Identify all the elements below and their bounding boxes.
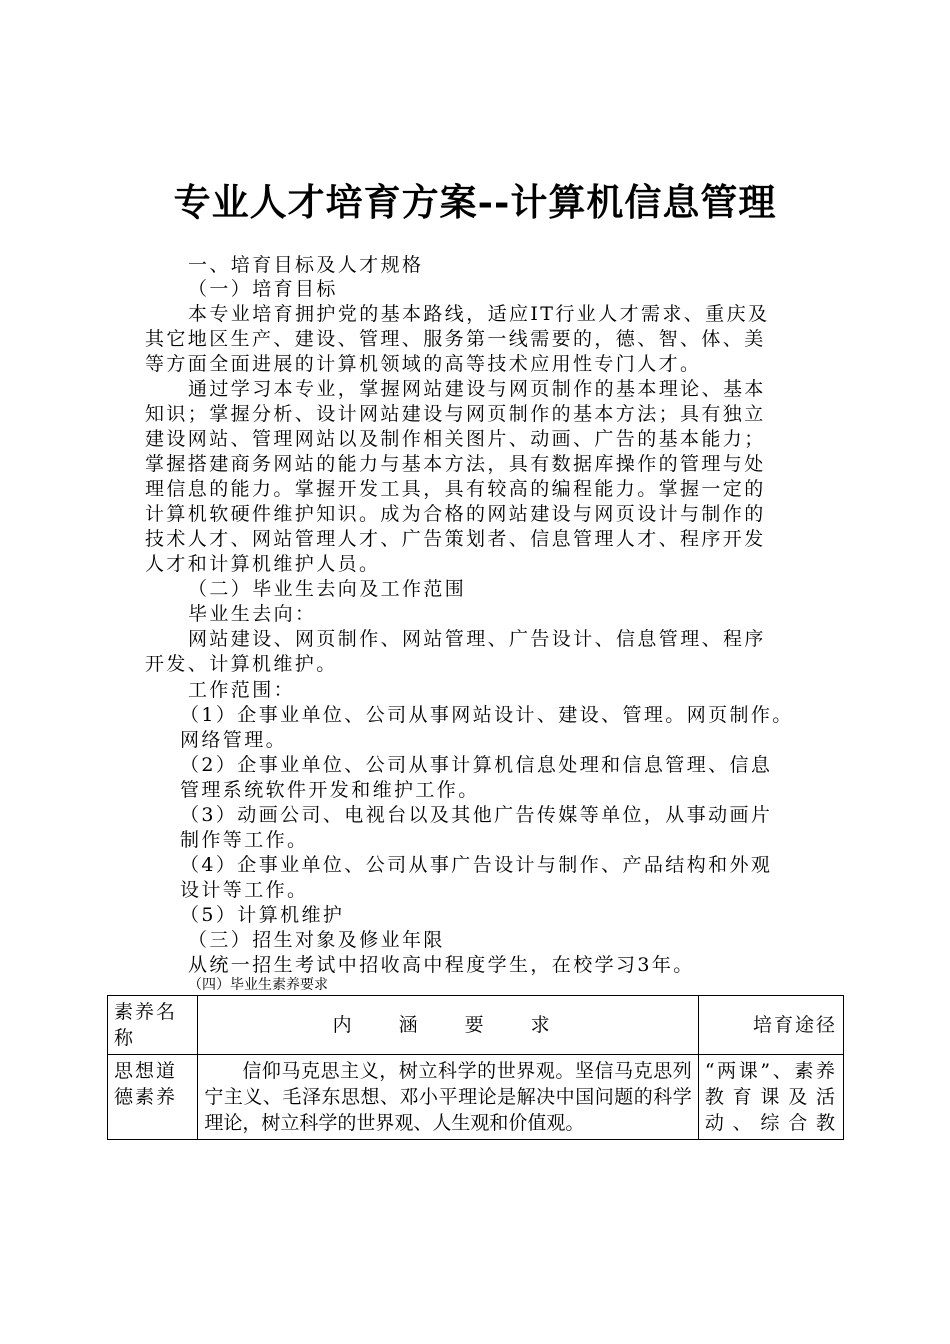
quality-requirements-table [107, 995, 844, 1140]
paragraph-line: 本专业培育拥护党的基本路线，适应IT行业人才需求、重庆及 [188, 303, 770, 325]
header-cell-name: 素养名称 [108, 996, 198, 1055]
header-cell-content: 内 涵 要 求 [198, 996, 698, 1055]
paragraph-line: 理信息的能力。掌握开发工具，具有较高的编程能力。掌握一定的 [145, 478, 766, 500]
scope-item-cont: 制作等工作。 [180, 829, 309, 851]
paragraph-line: 计算机软硬件维护知识。成为合格的网站建设与网页设计与制作的 [145, 503, 766, 525]
scope-item: （4）企事业单位、公司从事广告设计与制作、产品结构和外观 [180, 854, 773, 876]
cell-quality-path: “两课”、素养教育课及活动、综合教 [698, 1055, 843, 1140]
paragraph-line: 知识；掌握分析、设计网站建设与网页制作的基本方法；具有独立 [145, 403, 766, 425]
scope-item: （2）企事业单位、公司从事计算机信息处理和信息管理、信息 [180, 754, 773, 776]
paragraph-line: 通过学习本专业，掌握网站建设与网页制作的基本理论、基本 [188, 378, 766, 400]
table-row [108, 1055, 844, 1140]
cell-quality-name: 思想道德素养 [108, 1055, 198, 1140]
subsection-heading-goal: （一）培育目标 [188, 278, 338, 300]
scope-item-cont: 设计等工作。 [180, 879, 309, 901]
section-heading: 一、培育目标及人才规格 [188, 254, 424, 276]
subsection-heading-quality: （四）毕业生素养要求 [188, 977, 328, 993]
header-cell-path: 培育途径 [698, 996, 843, 1055]
scope-item-cont: 网络管理。 [180, 729, 288, 751]
paragraph-line: 其它地区生产、建设、管理、服务第一线需要的，德、智、体、美 [145, 328, 766, 350]
enrollment-text: 从统一招生考试中招收高中程度学生，在校学习3年。 [188, 954, 695, 976]
paragraph-line: 人才和计算机维护人员。 [145, 553, 381, 575]
cell-quality-content: 信仰马克思主义，树立科学的世界观。坚信马克思列宁主义、毛泽东思想、邓小平理论是解决中国问题的科学理论，树立科学的世界观、人生观和价值观。 [198, 1055, 698, 1140]
table-header-row [108, 996, 844, 1055]
paragraph-line: 建设网站、管理网站以及制作相关图片、动画、广告的基本能力； [145, 428, 766, 450]
scope-label: 工作范围： [188, 679, 296, 701]
paragraph-line: 掌握搭建商务网站的能力与基本方法，具有数据库操作的管理与处 [145, 453, 766, 475]
subsection-heading-destination: （二）毕业生去向及工作范围 [188, 578, 467, 600]
paragraph-line: 等方面全面进展的计算机领域的高等技术应用性专门人才。 [145, 353, 702, 375]
scope-item: （3）动画公司、电视台以及其他广告传媒等单位，从事动画片 [180, 804, 773, 826]
subsection-heading-enrollment: （三）招生对象及修业年限 [188, 929, 445, 951]
paragraph-line: 开发、计算机维护。 [145, 653, 338, 675]
document-title: 专业人才培育方案--计算机信息管理 [173, 180, 777, 224]
scope-item-cont: 管理系统软件开发和维护工作。 [180, 779, 480, 801]
paragraph-line: 技术人才、网站管理人才、广告策划者、信息管理人才、程序开发 [145, 528, 766, 550]
scope-item: （1）企事业单位、公司从事网站设计、建设、管理。网页制作。 [180, 704, 794, 726]
scope-item: （5）计算机维护 [180, 904, 345, 926]
destination-label: 毕业生去向： [188, 603, 317, 625]
paragraph-line: 网站建设、网页制作、网站管理、广告设计、信息管理、程序 [188, 628, 766, 650]
